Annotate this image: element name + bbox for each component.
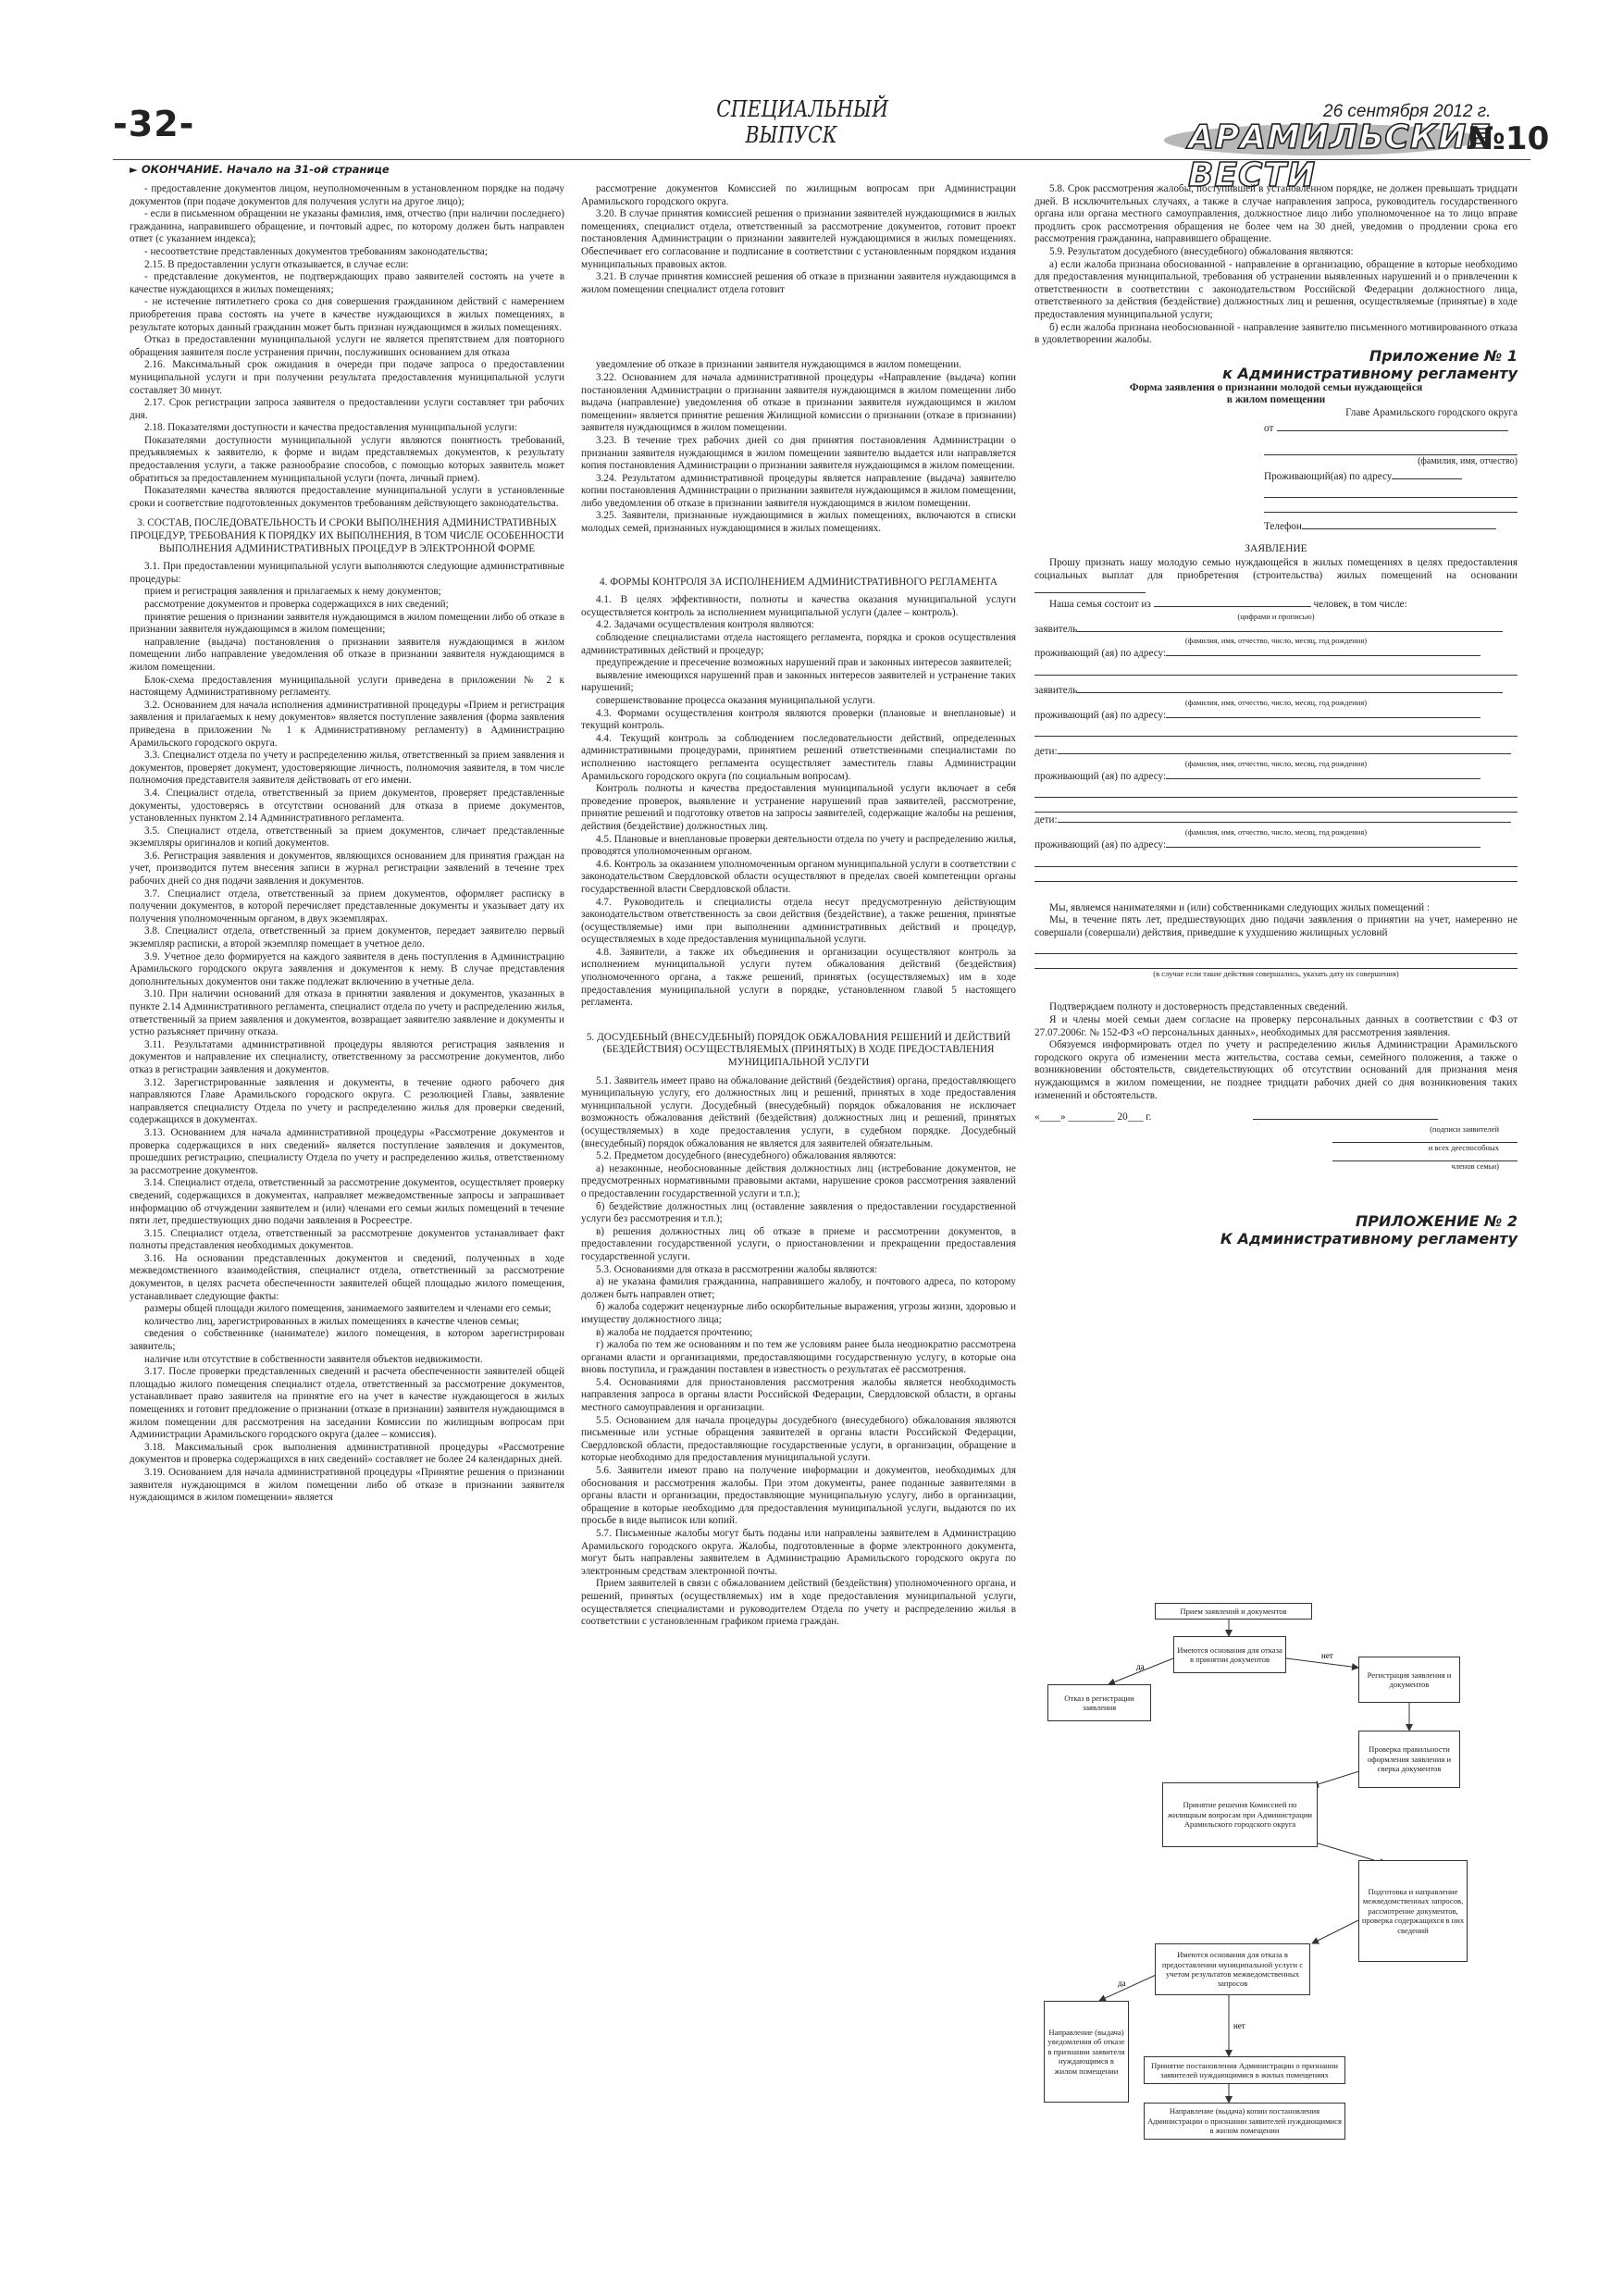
paragraph: Контроль полноты и качества предоставления муниципальной услуги включает в себя проведение проверок, выявление и устранение нарушений прав заявителей, рассмотрение, принятие решений и подготовку ответов на запросы заявителей, содержащие жалобы на решения, действия (бездействие) должностных лиц. [581,783,1016,832]
column-gap [581,536,1016,569]
blank-line [1035,722,1518,737]
column-3 [1035,183,1518,1247]
residing-1-line: проживающий (ая) по адресу: [1035,646,1518,661]
addressee-block [1264,407,1518,534]
residing-2-line: проживающий (ая) по адресу: [1035,708,1518,723]
children-1-line: дети: [1035,744,1518,759]
paragraph: 3.4. Специалист отдела, ответственный за прием документов, проверяет представленные документы, удостоверясь в отсутствии оснований для отказа в приеме документов, установленных пунктом 2.14 Административного регламента. [130,787,564,825]
appendix-1-line2: к Административному регламенту [1222,364,1518,382]
special-line-2: ВЫПУСК [745,122,837,148]
blank-line [1264,441,1518,455]
paragraph: 5.9. Результатом досудебного (внесудебного) обжалования являются: [1049,245,1354,257]
box-resolution: Принятие постановления Администрации о признании заявителей нуждающимися в жилых помещениях [1144,2056,1345,2084]
blank-line [1264,498,1518,513]
paragraph: 3.23. В течение трех рабочих дней со дня принятия постановления Администрации о признании заявителя нуждающимся в жилом помещении заявителю выдается или направляется копия постановления Администрации о признании заявителя нуждающимся в жилом помещении. [581,434,1016,472]
paragraph: 2.17. Срок регистрации запроса заявителя о предоставлении услуги составляет три рабочих дня. [130,397,564,421]
signature-hint-3: членов семьи) [1451,1160,1499,1171]
appendix-2-line1: ПРИЛОЖЕНИЕ № 2 [1355,1211,1518,1230]
blank-line [1035,798,1518,813]
paragraph: совершенствование процесса оказания муниципальной услуги. [596,695,875,706]
blank-line [1035,852,1518,867]
col2a-paragraphs [581,183,1016,296]
person-hint: (фамилия, имя, отчество, число, месяц, год рождения) [1184,758,1368,768]
blank-line [1035,939,1518,954]
family-count: Наша семья состоит из человек, в том числе: [1049,599,1407,611]
phone-line: Телефон [1264,518,1518,534]
tenants-text: Мы, являемся нанимателями и (или) собственниками следующих жилых помещений : [1049,901,1431,913]
paragraph: 2.16. Максимальный срок ожидания в очереди при подаче запроса о предоставлении муниципальной услуги и при получении результата предоставления муниципальной услуги составляет 30 минут. [130,359,564,396]
column-2 [581,183,1016,1629]
paragraph: 5.2. Предметом досудебного (внесудебного) обжалования являются: [596,1150,897,1162]
paragraph: - не истечение пятилетнего срока со дня совершения гражданином действий с намерением приобретения права состоять на учете в качестве нуждающихся в жилых помещениях, в результате которых данный гражданин может быть признан нуждающимся в жилых помещениях. [130,296,564,333]
appendix-2-heading [1035,1212,1518,1247]
box-refuse-grounds: Имеются основания для отказа в предоставлении муниципальной услуги с учетом результатов межведомственных запросов [1155,1943,1310,1995]
fio-hint: (фамилия, имя, отчество) [1418,456,1518,467]
paragraph: 3.3. Специалист отдела по учету и распределению жилья, ответственный за прием заявления и документов, проверяет документ, удостоверяющие личность, полномочия заявителя, в том числе полномочия представителя заявителя действовать от его имени. [130,750,564,787]
paragraph: а) если жалоба признана обоснованной - направление в организацию, обращение в которые необходимо для предоставления муниципальной, требования об устранении выявленных нарушений и о привлечении к ответственности в соответствии с законодательством Российской Федерации должностного лица, ответственного за действия (бездействие) должностных лиц и решения, осуществляемые (принятые) в ходе предоставления муниципальной услуги; [1035,258,1518,320]
paragraph: - несоответствие представленных документов требованиям законодательства; [144,245,488,257]
paragraph: Блок-схема предоставления муниципальной услуги приведена в приложении № 2 к настоящему Административному регламенту. [130,674,564,699]
children-2-line: дети: [1035,813,1518,827]
blank-line [1035,867,1518,882]
paragraph: предупреждение и пресечение возможных нарушений прав и законных интересов заявителей; [596,657,1012,669]
paragraph: наличие или отсутствие в собственности заявителя объектов недвижимости. [144,1353,483,1365]
paragraph: 4.8. Заявители, а также их объединения и организации осуществляют контроль за исполнением муниципальной услуги путем обжалования действий (бездействия) уполномоченного органа, а также решений, принятых (осуществляемых) им в ходе предоставления муниципальной услуги в порядке, установленном главой 5 настоящего регламента. [581,946,1016,1009]
paragraph: в) решения должностных лиц об отказе в приеме и рассмотрении документов, в предоставлении государственной услуги, о приостановлении и прекращении предоставления государственной услуги. [581,1225,1016,1262]
paragraph: 3.13. Основанием для начала административной процедуры «Рассмотрение документов и проверка содержащихся в них сведений» является поступление заявления и документов, прошедших регистрацию, специалисту Отдела по учету и распределению жилья, ответственному за рассмотрение документов. [130,1126,564,1176]
paragraph: в) жалоба не поддается прочтению; [596,1326,753,1338]
paragraph: 3.1. При предоставлении муниципальной услуги выполняются следующие административные процедуры: [130,561,564,585]
paragraph: 3.8. Специалист отдела, ответственный за прием документов, передает заявителю первый экземпляр расписки, а второй экземпляр помещает в учетное дело. [130,925,564,950]
appendix-1-line1: Приложение № 1 [1369,346,1518,365]
appendix-1-heading [1035,347,1518,382]
box-refuse: Отказ в регистрации заявления [1047,1684,1151,1721]
paragraph: 5.5. Основанием для начала процедуры досудебного (внесудебного) обжалования являются письменные или устные обращения заявителей в органы власти Российской Федерации, Свердловской области, предоставляющие государственные услуги, в организации, обращение в которые необходимо для предоставления муниципальной услуги. [581,1414,1016,1464]
paragraph: 3.20. В случае принятия комиссией решения о признании заявителей нуждающимися в жилых помещениях, специалист отдела, ответственный за рассмотрение документов, готовит проект постановления Администрации о признании заявителей нуждающимися в жилых помещениях. Обеспечивает его согласование и подписание в соответствии с установленным порядком издания муниципальных правовых актов. [581,208,1016,270]
column-gap [581,1010,1016,1024]
blank-line [1332,1135,1518,1143]
blank-line [1264,483,1518,498]
no-label: нет [1321,1651,1333,1660]
paragraph: а) незаконные, необоснованные действия должностных лиц (истребование документов, не предусмотренных нормативными правовыми актами, нарушение сроков рассмотрения заявлений о предоставлении государственной услуги и т.п.); [581,1162,1016,1199]
signature-hint-1: (подписи заявителей [1430,1123,1499,1134]
paragraph: 3.21. В случае принятия комиссией решения об отказе в признании заявителя нуждающимся в жилом помещении специалист отдела готовит [581,271,1016,295]
if-done-hint: (в случае если такие действия совершались, указать дату их совершения) [1153,969,1399,979]
box-decision: Принятие решения Комиссией по жилищным вопросам при Администрации Арамильского городского округа [1162,1782,1318,1847]
yes-label: да [1118,1979,1126,1988]
paragraph: 3.17. После проверки представленных сведений и расчета обеспеченности заявителей общей площадью жилого помещения специалист отдела, ответственный за рассмотрение документов, устанавливает право заявителя на принятие его на учет в качестве нуждающегося в жилых помещениях и готовит предложение о признании (отказе в признании) заявителя нуждающимся в жилом помещении для рассмотрения на заседании Комиссии по жилищным вопросам при Администрации Арамильского городского округа (далее – комиссия). [130,1366,564,1441]
yes-label: да [1136,1662,1145,1671]
residing-3-line: проживающий (ая) по адресу: [1035,769,1518,784]
notify-text: Обязуемся информировать отдел по учету и распределению жилья Администрации Арамильского городского округа об изменении места жительства, состава семьи, семейного положения, а также о возникновении обстоятельств, свидетельствующих об отсутствии оснований для признания меня нуждающимся в жилом помещении, не позднее тридцати рабочих дней со дня возникновения таких изменений и обстоятельств. [1035,1039,1518,1101]
paragraph: 4.5. Плановые и внеплановые проверки деятельности отдела по учету и распределению жилья, проводятся уполномоченным органом. [581,833,1016,858]
to-head: Главе Арамильского городского округа [1345,406,1518,418]
paragraph: г) жалоба по тем же основаниям и по тем же условиям ранее была неоднократно рассмотрена органами власти и организациями, предоставляющими государственную услугу, в которые она вновь поступила, и гражданин поставлен в известность о результатах её рассмотрения. [581,1339,1016,1376]
paragraph: 5.4. Основаниями для приостановления рассмотрения жалобы является необходимость направления запроса в органы власти Российской Федерации, Свердловской области, в органы местного самоуправления и организации. [581,1376,1016,1414]
paragraph: 3.25. Заявители, признанные нуждающимися в жилых помещениях, включаются в списки молодых семей, признанных нуждающимися в жилых помещениях. [581,510,1016,535]
paragraph: б) бездействие должностных лиц (оставление заявления о предоставлении государственной услуги без рассмотрения и т.п.); [581,1200,1016,1225]
paragraph: 2.18. Показателями доступности и качества предоставления муниципальной услуги: [144,422,517,434]
column-gap [581,296,1016,359]
residing-line: Проживающий(ая) по адресу [1264,468,1518,484]
appendix-2-line2: К Административному регламенту [1220,1229,1518,1247]
box-requests: Подготовка и направление межведомственных запросов, рассмотрение документов, проверка содержащихся в них сведений [1358,1860,1468,1962]
date-line: «____» _________ 20___ г. [1035,1110,1518,1124]
paragraph: количество лиц, зарегистрированных в жилых помещениях в качестве членов семьи; [144,1315,520,1327]
paragraph: 3.19. Основанием для начала административной процедуры «Принятие решения о признании заявителя нуждающимся в жилом помещении либо об отказе в признании заявителя нуждающимся в жилом помещении» является [130,1466,564,1504]
paragraph: 3.9. Учетное дело формируется на каждого заявителя в день поступления в Администрацию Арамильского городского округа заявления и документов к нему. В случае представления дополнительных документов они также подлежат включению в учетные дела. [130,950,564,987]
paragraph: 5.3. Основаниями для отказа в рассмотрении жалобы являются: [596,1263,878,1275]
paragraph: 4.2. Задачами осуществления контроля являются: [596,619,814,631]
paragraph: 4.4. Текущий контроль за соблюдением последовательности действий, определенных административными процедурами, принятием решений ответственными специалистами по исполнению настоящего регламента осуществляет заместитель главы Администрации Арамильского городского округа (по социальным вопросам). [581,732,1016,782]
form-title [1035,382,1518,407]
paragraph: а) не указана фамилия гражданина, направившего жалобу, и почтового адреса, по которому должен быть направлен ответ; [581,1276,1016,1300]
paragraph: Отказ в предоставлении муниципальной услуги не является препятствием для повторного обращения заявителя после устранения причин, послуживших основанием для отказа [130,334,564,358]
continuation-note: ► ОКОНЧАНИЕ. Начало на 31-ой странице [130,163,390,176]
consent-text: Я и члены моей семьи даем согласие на проверку персональных данных в соответствии с ФЗ от 27.07.2006г. № 152-ФЗ «О персональных данных», необходимых для рассмотрения заявления. [1035,1013,1518,1038]
paragraph: 4.1. В целях эффективности, полноты и качества оказания муниципальной услуги осуществляется контроль за исполнением муниципальной услуги (далее – контроль). [581,594,1016,618]
statement-title: ЗАЯВЛЕНИЕ [1245,542,1307,554]
paragraph: 3.12. Зарегистрированные заявления и документы, в течение одного рабочего дня направляются Главе Арамильского городского округа. С резолюцией Главы, заявление направляется специалисту Отдела по учету и распределению жилья для проверки сведений, содержащихся в документах. [130,1076,564,1126]
confirm-text: Подтверждаем полноту и достоверность представленных сведений. [1049,1001,1348,1013]
applicant-1-line: заявитель [1035,622,1518,637]
paragraph: Показателями качества являются предоставление муниципальной услуги в установленные сроки и соответствие подготовленных документов требованиям действующего законодательства. [130,485,564,509]
box-send-copy: Направление (выдача) копии постановления Администрации о признании заявителей нуждающимися в жилом помещении [1144,2103,1345,2140]
paragraph: 3.22. Основанием для начала административной процедуры «Направление (выдача) копии постановления Администрации о признании заявителя нуждающимся в жилом помещении либо выдача (направление) уведомления об отказе в признании заявителя нуждающимся в жилом помещении» является принятие решения Жилищной комиссии о признании (отказе в признании) заявителя нуждающимся в жилом помещении. [581,371,1016,434]
in-words-hint: (цифрами и прописью) [1237,611,1315,621]
paragraph: Прием заявителей в связи с обжалованием действий (бездействия) уполномоченного органа, и решений, принятых (осуществляемых) им в ходе предоставления муниципальной услуги, осуществляется специалистами и руководителем Отдела по учету и распределению жилья в соответствии с установленным графиком приема граждан. [581,1578,1016,1628]
paragraph: размеры общей площади жилого помещения, занимаемого заявителем и членами его семьи; [144,1303,551,1315]
issue-date: 26 сентября 2012 г. [1323,102,1492,121]
paragraph: 3.15. Специалист отдела, ответственный за рассмотрение документов устанавливает факт полноты представления необходимых документов. [130,1227,564,1252]
paragraph: - предоставление документов лицом, неуполномоченным в установленном порядке на подачу документов (при подаче документов для получения услуги на другое лицо); [130,183,564,207]
paragraph: 5.6. Заявители имеют право на получение информации и документов, необходимых для обоснования и рассмотрения жалобы. При этом документы, ранее поданные заявителями в органы власти и организации, предоставляющие муниципальную услугу, либо в организации, обращение в которые необходимо для предоставления муниципальной услуги, выдаются по их просьбе в виде выписок или копий. [581,1465,1016,1527]
person-hint: (фамилия, имя, отчество, число, месяц, год рождения) [1184,827,1368,837]
paragraph: 5.7. Письменные жалобы могут быть поданы или направлены заявителем в Администрацию Арамильского городского округа. Жалобы, подготовленные в форме электронного документа, могут быть направлены заявителем в Администрацию Арамильского городского округа по электронным средствам электронной почты. [581,1528,1016,1577]
five-years-text: Мы, в течение пять лет, предшествующих дню подачи заявления о принятии на учет, намеренно не совершали (совершали) действия, приведшие к ухудшению жилищных условий [1035,914,1518,938]
blank-line [1035,661,1518,676]
paragraph: 3.16. На основании представленных документов и сведений, полученных в ходе межведомственного взаимодействия, специалист отдела, ответственный за рассмотрение документов, в целях расчета обеспеченности заявителей общей площадью жилого помещения, устанавливает следующие факты: [130,1252,564,1302]
section-3-paragraphs [130,561,564,1505]
person-hint: (фамилия, имя, отчество, число, месяц, год рождения) [1184,636,1368,646]
paragraph: 3.6. Регистрация заявления и документов, являющихся основанием для принятия граждан на учет, производится путем внесения записи в журнал регистрации заявлений в течение трех рабочих дней со дня подачи заявления и документов. [130,850,564,887]
header-rule [113,159,1530,160]
form-title-line1: Форма заявления о признании молодой семьи нуждающейся [1129,381,1423,393]
paragraph: 5.1. Заявитель имеет право на обжалование действий (бездействия) органа, предоставляющего муниципальную услугу, его должностных лиц и решений, принятых в ходе предоставления муниципальной услуги. Досудебный (внесудебный) порядок обжалования не исключает возможность обжалования действий (бездействия) должностных лиц и решений, принятых (осуществляемых) в ходе предоставления услуги, в судебном порядке. Досудебный (внесудебный) порядок обжалования не является для заявителей обязательным. [581,1074,1016,1149]
paragraph: 3.18. Максимальный срок выполнения административной процедуры «Рассмотрение документов и проверка содержащихся в них сведений» составляет не более 24 календарных дней. [130,1441,564,1466]
col1-paragraphs [130,183,564,510]
paragraph: Показателями доступности муниципальной услуги являются понятность требований, предъявляемых к заявителю, к форме и видам представляемых документов, к результату предоставления услуги, а также разнообразие способов, с помощью которых заявитель может обратиться за предоставлением муниципальной услуги (почта, личный прием). [130,434,564,484]
paragraph: 3.14. Специалист отдела, ответственный за рассмотрение документов, осуществляет проверку сведений, содержащихся в документах, направляет межведомственные запросы и запрашивает информацию об отчуждении заявителем и (или) членами его семьи жилых помещений в течение пяти лет, предшествующих дню подачи заявления в Росреестре. [130,1177,564,1227]
paragraph: направление (выдача) постановления о признании заявителя нуждающимся в жилом помещении либо направление уведомления об отказе в признании заявителя нуждающимся в жилом помещении. [130,636,564,673]
special-line-1: СПЕЦИАЛЬНЫЙ [716,96,889,122]
paragraph: сведения о собственнике (нанимателе) жилого помещения, в котором зарегистрирован заявитель; [130,1328,564,1353]
box-receive: Прием заявлений и документов [1155,1603,1312,1620]
paragraph: 4.7. Руководитель и специалисты отдела несут предусмотренную действующим законодательством ответственность за свои действия (бездействие), а также решения, принятые (осуществляемые) ими при выполнении административных действий и процедур, осуществляемых в ходе предоставления муниципальной услуги. [581,896,1016,946]
col2b-paragraphs [581,359,1016,535]
paragraph: 3.2. Основанием для начала исполнения административной процедуры «Прием и регистрация заявления и прилагаемых к нему документов» является поступление заявления (форма заявления приведена в приложении № 1 к Административному регламенту) в Администрацию Арамильского городского округа. [130,699,564,749]
section-5-paragraphs [581,1075,1016,1629]
box-check: Проверка правильности оформления заявления и сверка документов [1358,1731,1460,1788]
page-number: -32- [113,104,195,144]
col3-paragraphs [1035,183,1518,347]
section-3-title: 3. СОСТАВ, ПОСЛЕДОВАТЕЛЬНОСТЬ И СРОКИ ВЫПОЛНЕНИЯ АДМИНИСТРАТИВНЫХ ПРОЦЕДУР, ТРЕБОВАНИЯ К ПОРЯДКУ ИХ ВЫПОЛНЕНИЯ, В ТОМ ЧИСЛЕ ОСОБЕННОСТИ ВЫПОЛНЕНИЯ АДМИНИСТРАТИВНЫХ ПРОЦЕДУР В ЭЛЕКТРОННОЙ ФОРМЕ [130,517,564,554]
applicant-2-line: заявитель [1035,683,1518,698]
section-4-title: 4. ФОРМЫ КОНТРОЛЯ ЗА ИСПОЛНЕНИЕМ АДМИНИСТРАТИВНОГО РЕГЛАМЕНТА [600,576,997,588]
statement-text: Прошу признать нашу молодую семью нуждающейся в жилых помещениях в целях предоставления социальных выплат для приобретения (строительства) жилых помещений на основании [1035,557,1518,597]
blank-line [1332,1153,1518,1161]
blank-line [1035,783,1518,798]
paragraph: 3.24. Результатом административной процедуры является направление (выдача) заявителю копии постановления Администрации о признании заявителя нуждающимся в жилом помещении, либо уведомления об отказе в признании заявителя нуждающимся в жилом помещении. [581,472,1016,509]
paragraph: рассмотрение документов Комиссией по жилищным вопросам при Администрации Арамильского городского округа. [581,183,1016,207]
paragraph: 3.7. Специалист отдела, ответственный за прием документов, оформляет расписку в получении документов, в которой перечисляет представленные документы и указывает дату их получения уполномоченным органом, в двух экземплярах. [130,887,564,925]
paragraph: 2.15. В предоставлении услуги отказывается, в случае если: [144,258,409,270]
paper-name: АРАМИЛЬСКИЕ ВЕСТИ [1188,118,1491,194]
paragraph: 3.10. При наличии оснований для отказа в принятии заявления и документов, указанных в пункте 2.14 Административного регламента, специалист отдела по учету и распределению жилья, ответственный за прием заявления и документов, возвращает заявителю заявление и документы и устно разъясняет причину отказа. [130,988,564,1038]
paragraph: выявление имеющихся нарушений прав и законных интересов заявителей и устранение таких нарушений; [581,669,1016,694]
paragraph: рассмотрение документов и проверка содержащихся в них сведений; [144,599,449,610]
paragraph: принятие решения о признании заявителя нуждающимся в жилом помещении либо об отказе в признании заявителя нуждающимся в жилом помещении; [130,611,564,636]
section-4-paragraphs [581,594,1016,1010]
residing-4-line: проживающий (ая) по адресу: [1035,838,1518,852]
blank-line [1035,954,1518,969]
paragraph: 3.5. Специалист отдела, ответственный за прием документов, сличает представленные экземпляры оригиналов и копий документов. [130,825,564,850]
paragraph: - представление документов, не подтверждающих право заявителей состоять на учете в качестве нуждающихся в жилых помещениях; [130,271,564,295]
paragraph: 4.6. Контроль за оказанием уполномоченным органом муниципальной услуги в соответствии с законодательством Свердловской области осуществляют в пределах своей компетенции органы государственной власти Свердловской области. [581,858,1016,895]
from-line: от [1264,420,1518,436]
section-5-title: 5. ДОСУДЕБНЫЙ (ВНЕСУДЕБНЫЙ) ПОРЯДОК ОБЖАЛОВАНИЯ РЕШЕНИЙ И ДЕЙСТВИЙ (БЕЗДЕЙСТВИЯ) ОСУЩЕСТВЛЯЕМЫХ (ПРИНЯТЫХ) В ХОДЕ ПРЕДОСТАВЛЕНИЯ МУНИЦИПАЛЬНОЙ УСЛУГИ [586,1031,1011,1069]
paragraph: 5.8. Срок рассмотрения жалобы, поступившей в установленном порядке, не должен превышать тридцати дней. В исключительных случаях, а также в случае направления запроса, руководитель государственного органа или органа местного самоуправления, должностное лицо либо уполномоченное на то лицо вправе продлить срок рассмотрения обращения не более чем на 30 дней, уведомив о продлении срока его рассмотрения гражданина, направившего обращение. [1035,183,1518,245]
person-hint: (фамилия, имя, отчество, число, месяц, год рождения) [1184,697,1368,707]
no-label: нет [1233,2021,1245,2030]
newspaper-logo [1164,117,1550,194]
paragraph: 3.11. Результатами административной процедуры являются регистрация заявления и документов и направление их специалисту, ответственному за рассмотрение документов, либо отказ в регистрации заявления и документов. [130,1038,564,1075]
flowchart [1044,1601,1525,2166]
paragraph: уведомление об отказе в признании заявителя нуждающимся в жилом помещении. [596,359,962,371]
signature-hint-2: и всех дееспособных [1428,1142,1499,1152]
box-notify: Направление (выдача) уведомления об отказе в признании заявителя нуждающимся в жилом помещении [1044,2001,1129,2103]
paragraph: соблюдение специалистами отдела настоящего регламента, порядка и сроков осуществления административных действий и процедур; [581,632,1016,656]
column-1 [130,183,564,1505]
issue-number: №10 [1468,120,1550,157]
paragraph: прием и регистрация заявления и прилагаемых к нему документов; [144,586,441,598]
box-register: Регистрация заявления и документов [1358,1657,1460,1703]
box-grounds: Имеются основания для отказа в принятии документов [1173,1636,1286,1673]
paragraph: б) если жалоба признана необоснованной - направление заявителю письменного мотивированного отказа в удовлетворении жалобы. [1035,321,1518,346]
paragraph: 4.3. Формами осуществления контроля являются проверки (плановые и внеплановые) и текущий контроль. [581,707,1016,732]
form-title-line2: в жилом помещении [1226,394,1326,406]
paragraph: - если в письменном обращении не указаны фамилия, имя, отчество (при наличии последнего) гражданина, направившего обращение, и почтовый адрес, по которому должен быть направлен ответ (с указанием индекса); [130,208,564,245]
paragraph: б) жалоба содержит нецензурные либо оскорбительные выражения, угрозы жизни, здоровью и имуществу должностного лица; [581,1301,1016,1325]
special-issue-title [716,96,889,148]
